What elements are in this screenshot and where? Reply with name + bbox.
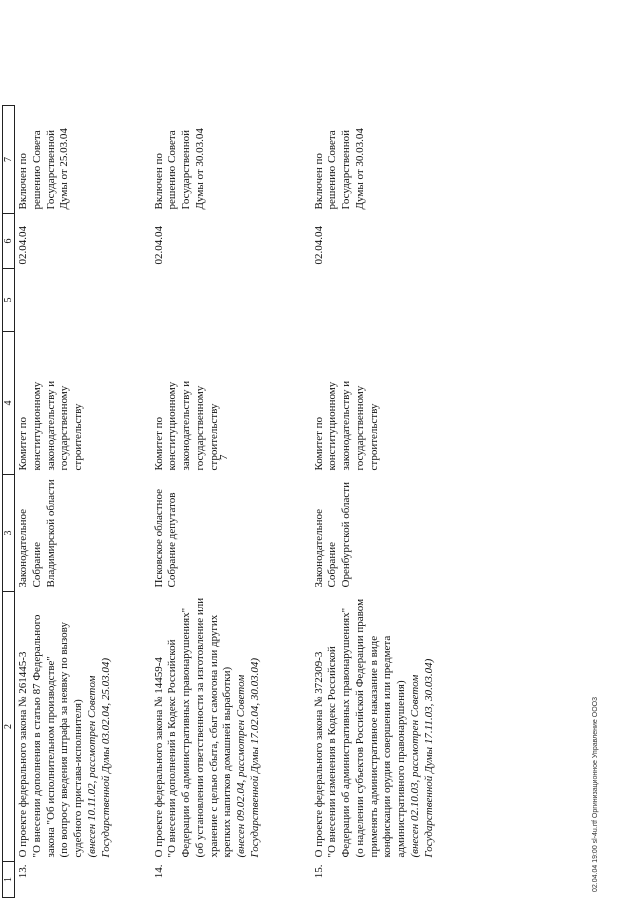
- column-number: 5: [3, 269, 15, 332]
- column-number: 3: [3, 475, 15, 592]
- date: 02.04.04: [17, 226, 29, 265]
- column-number: 4: [3, 332, 15, 475]
- committee: Комитет по конституционному законодательству и государственному строительству: [312, 380, 380, 471]
- bill-subtitle: "О внесении изменения в Кодекс Российской Федерации об административных правонарушениях": [326, 607, 352, 858]
- bill-title: О проекте федерального закона № 14459-4: [152, 657, 165, 858]
- initiator: Законодательное Собрание Оренбургской области: [312, 482, 352, 588]
- table-row: [311, 106, 491, 898]
- page-number: 7: [218, 454, 230, 460]
- row-number: 14.: [152, 864, 165, 879]
- committee: Комитет по конституционному законодательству и государственному строительству: [152, 380, 220, 471]
- bill-description: [15, 592, 151, 862]
- column-5: [311, 269, 491, 332]
- column-number-row: [3, 106, 15, 898]
- bill-note: (о наделении субъектов Российской Федерации правом применять административное наказание в виде конфискации орудия совершения или предмета административного правонарушения): [353, 598, 407, 858]
- bill-description: [311, 592, 491, 862]
- bill-title: О проекте федерального закона № 261445-3: [17, 651, 29, 858]
- table-row: [151, 106, 311, 898]
- column-number: 2: [3, 592, 15, 862]
- column-number: 6: [3, 214, 15, 269]
- bill-note: (об установлении ответственности за изготовление или хранение с целью сбыта, сбыт самогона или других крепких напитков домашней выработки): [193, 597, 234, 858]
- bill-intro: (внесен 10.11.02, рассмотрен Советом Государственной Думы 03.02.04, 25.03.04): [85, 657, 112, 858]
- column-5: [151, 269, 311, 332]
- footer-text: 02.04.04 19:00 sl-4u.rtf Оргинизационное Управление ООО3: [592, 697, 599, 892]
- bill-intro: (внесен 02.10.03, рассмотрен Советом Государственной Думы 17.11.03, 30.03.04): [408, 658, 435, 858]
- bill-description: [151, 592, 311, 862]
- date: 02.04.04: [312, 226, 325, 265]
- bill-subtitle: "О внесении дополнения в статью 87 Федерального закона "Об исполнительном производстве": [30, 614, 57, 858]
- decision: Включен по решению Совета Государственной Думы от 25.03.04: [17, 128, 71, 210]
- bill-intro: (внесен 09.02.04, рассмотрен Советом Государственной Думы 17.02.04, 30.03.04): [235, 657, 261, 858]
- committee: Комитет по конституционному законодательству и государственному строительству: [17, 380, 84, 471]
- column-number: 7: [3, 106, 15, 214]
- bill-subtitle: "О внесении дополнений в Кодекс Российской Федерации об административных правонарушениях": [166, 607, 192, 858]
- bill-title: О проекте федерального закона № 372309-3: [312, 651, 325, 858]
- bill-note: (по вопросу введения штрафа за неявку по вызову судебного пристава-исполнителя): [58, 621, 84, 858]
- decision: Включен по решению Совета Государственной Думы от 30.03.04: [152, 128, 206, 210]
- row-number: 15.: [312, 864, 325, 879]
- initiator: Законодательное Собрание Владимирской области: [17, 479, 57, 588]
- column-5: [15, 269, 151, 332]
- date: 02.04.04: [152, 226, 165, 265]
- table-row: [15, 106, 151, 898]
- row-number: 13.: [17, 864, 29, 879]
- decision: Включен по решению Совета Государственной Думы от 30.03.04: [312, 128, 366, 210]
- initiator: Псковское областное Собрание депутатов: [152, 489, 179, 588]
- column-number: 1: [3, 862, 15, 898]
- agenda-table: [2, 105, 491, 898]
